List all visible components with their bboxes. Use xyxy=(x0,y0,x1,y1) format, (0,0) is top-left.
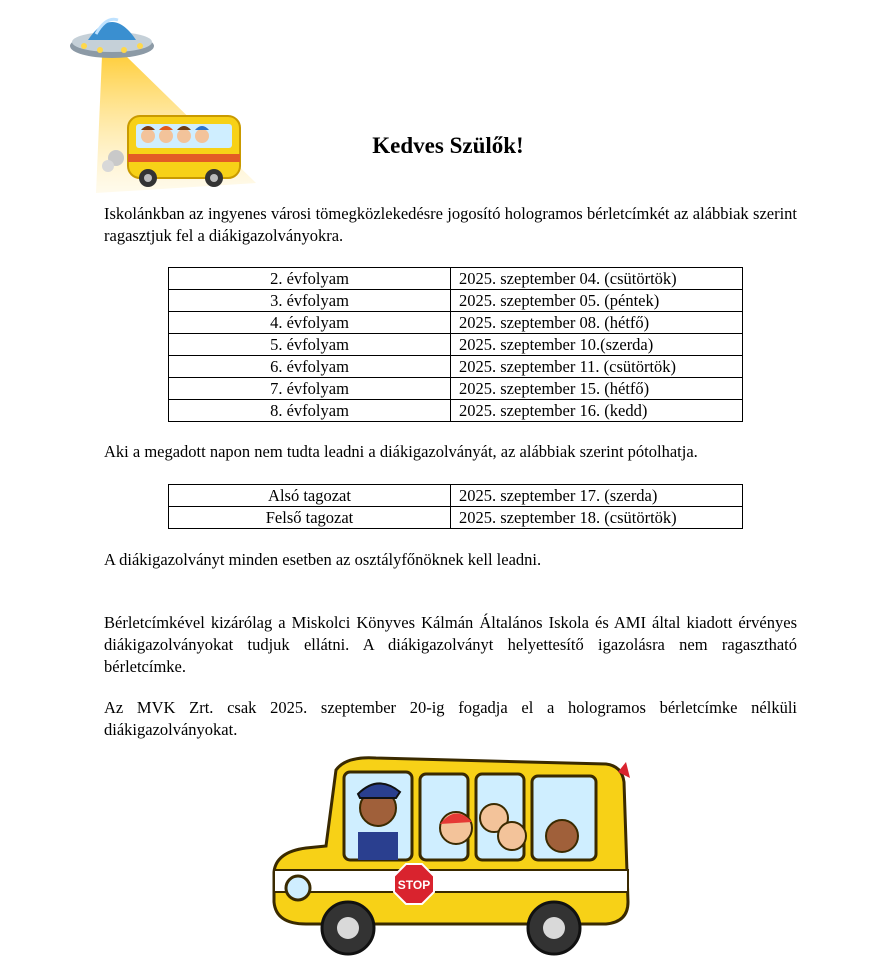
table-row xyxy=(169,312,743,334)
group-cell: Felső tagozat xyxy=(169,507,451,529)
group-cell: Alsó tagozat xyxy=(169,485,451,507)
table-row xyxy=(169,268,743,290)
school-bus-icon xyxy=(274,758,630,954)
date-cell: 2025. szeptember 18. (csütörtök) xyxy=(451,507,743,529)
grade-cell: 5. évfolyam xyxy=(169,334,451,356)
date-cell: 2025. szeptember 10.(szerda) xyxy=(451,334,743,356)
table-row xyxy=(169,356,743,378)
grade-cell: 7. évfolyam xyxy=(169,378,451,400)
date-cell: 2025. szeptember 04. (csütörtök) xyxy=(451,268,743,290)
table-row xyxy=(169,507,743,529)
homeroom-note: A diákigazolványt minden esetben az osztályfőnöknek kell leadni. xyxy=(104,550,542,569)
makeup-paragraph: Aki a megadott napon nem tudta leadni a diákigazolványát, az alábbiak szerint pótolhatja. xyxy=(104,442,698,461)
date-cell: 2025. szeptember 16. (kedd) xyxy=(451,400,743,422)
makeup-schedule-table xyxy=(168,484,743,529)
ufo-bus-illustration xyxy=(66,8,262,198)
grade-cell: 4. évfolyam xyxy=(169,312,451,334)
grade-cell: 3. évfolyam xyxy=(169,290,451,312)
date-cell: 2025. szeptember 05. (péntek) xyxy=(451,290,743,312)
school-bus-illustration xyxy=(266,752,632,962)
stop-sign-label: STOP xyxy=(397,878,431,892)
table-row xyxy=(169,485,743,507)
ufo-icon xyxy=(70,19,154,58)
date-cell: 2025. szeptember 08. (hétfő) xyxy=(451,312,743,334)
page-title: Kedves Szülők! xyxy=(372,133,524,158)
mvk-deadline-note: Az MVK Zrt. csak 2025. szeptember 20-ig fogadja el a hologramos bérletcímke nélküli diákigazolványokat. xyxy=(104,698,797,739)
id-card-note: Bérletcímkével kizárólag a Miskolci Könyves Kálmán Általános Iskola és AMI által kiadott érvényes diákigazolványokat tudjuk ellátni. A diákigazolványt helyettesítő igazolásra nem ragasztható bérletcímke. xyxy=(104,613,797,676)
grade-schedule-table xyxy=(168,267,743,422)
table-row xyxy=(169,400,743,422)
date-cell: 2025. szeptember 15. (hétfő) xyxy=(451,378,743,400)
grade-cell: 2. évfolyam xyxy=(169,268,451,290)
grade-cell: 8. évfolyam xyxy=(169,400,451,422)
table-row xyxy=(169,290,743,312)
grade-cell: 6. évfolyam xyxy=(169,356,451,378)
date-cell: 2025. szeptember 17. (szerda) xyxy=(451,485,743,507)
table-row xyxy=(169,378,743,400)
date-cell: 2025. szeptember 11. (csütörtök) xyxy=(451,356,743,378)
table-row xyxy=(169,334,743,356)
intro-paragraph: Iskolánkban az ingyenes városi tömegközlekedésre jogosító hologramos bérletcímkét az alábbiak szerint ragasztjuk fel a diákigazolványokra. xyxy=(104,204,797,245)
